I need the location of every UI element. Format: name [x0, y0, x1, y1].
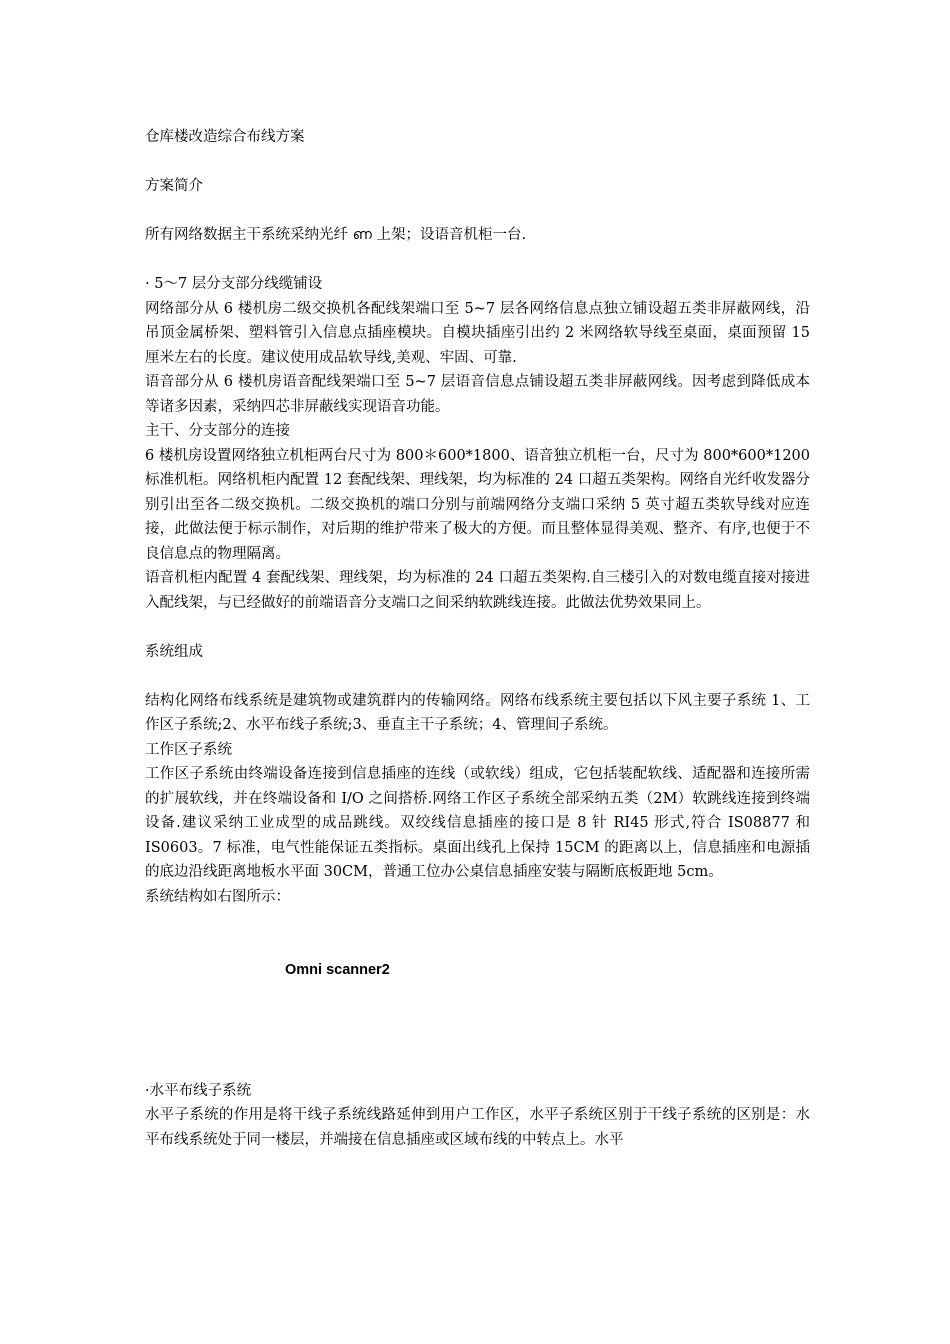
paragraph-figure-reference: 系统结构如右图所示： [145, 888, 290, 905]
figure-area [145, 983, 810, 1079]
heading-intro: 方案简介 [145, 178, 203, 194]
paragraph-horizontal: 水平子系统的作用是将干线子系统线路延伸到用户工作区，水平子系统区别于干线子系统的区别是：水平布线系统处于同一楼层，并端接在信息插座或区域布线的中转点上。水平 [145, 1107, 810, 1148]
heading-system: 系统组成 [145, 643, 203, 660]
paragraph-structured: 结构化网络布线系统是建筑物或建筑群内的传输网络。网络布线系统主要包括以下风主要子系统 1、工作区子系统;2、水平布线子系统;3、垂直主干子系统；4、管理间子系统。 [145, 692, 810, 733]
heading-work-area: 工作区子系统 [145, 741, 232, 758]
heading-trunk: 主干、分支部分的连接 [145, 423, 290, 439]
document-body [145, 125, 810, 1152]
figure-label: Omni scanner2 [285, 962, 390, 978]
paragraph-network: 网络部分从 6 楼机房二级交换机各配线架端口至 5~7 层各网络信息点独立铺设超五类非屏蔽网线，沿吊顶金属桥架、塑料管引入信息点插座模块。自模块插座引出约 2 米网络软导线至桌面，桌面预留 15 厘米左右的长度。建议使用成品软导线,美观、牢固、可靠. [145, 300, 810, 366]
paragraph-cabinet: 6 楼机房设置网络独立机柜两台尺寸为 800＊600*1800、语音独立机柜一台，尺寸为 800*600*1200 标准机柜。网络机柜内配置 12 套配线架、理线架，均为标准的 24 口超五类架构。网络自光纤收发器分别引出至各二级交换机。二级交换机的端口分别与前端网络分支端口采纳 5 英寸超五类软导线对应连接，此做法便于标示制作，对后期的维护带来了极大的方便。而且整体显得美观、整齐、有序,也便于不良信息点的物理隔离。 [145, 447, 810, 562]
heading-horizontal: ·水平布线子系统 [145, 1082, 252, 1099]
intro-line: 所有网络数据主干系统采纳光纤 ‍ണ 上架；设语音机柜一台. [145, 227, 527, 243]
paragraph-voice-cabinet: 语音机柜内配置 4 套配线架、理线架，均为标准的 24 口超五类架构.自三楼引入的对数电缆直接对接进入配线架，与已经做好的前端语音分支端口之间采纳软跳线连接。此做法优势效果同上。 [145, 570, 810, 611]
document-title: 仓库楼改造综合布线方案 [145, 129, 305, 145]
paragraph-work-area: 工作区子系统由终端设备连接到信息插座的连线（或软线）组成，它包括装配软线、适配器和连接所需的扩展软线，并在终端设备和 I/O 之间搭桥.网络工作区子系统全部采纳五类（2M）软跳线连接到终端设备.建议采纳工业成型的成品跳线。双绞线信息插座的接口是 8 针 RI45 形式,符合 IS08877 和 IS0603。7 标准，电气性能保证五类指标。桌面出线孔上保持 15CM 的距离以上，信息插座和电源插的底边沿线距离地板水平面 30CM，普通工位办公桌信息插座安装与隔断底板距地 5cm。 [145, 766, 810, 880]
section-5-7-floors: · 5～7 层分支部分线缆铺设 [145, 276, 323, 292]
paragraph-voice: 语音部分从 6 楼机房语音配线架端口至 5~7 层语音信息点铺设超五类非屏蔽网线。因考虑到降低成本等诸多因素，采纳四芯非屏蔽线实现语音功能。 [145, 374, 810, 415]
